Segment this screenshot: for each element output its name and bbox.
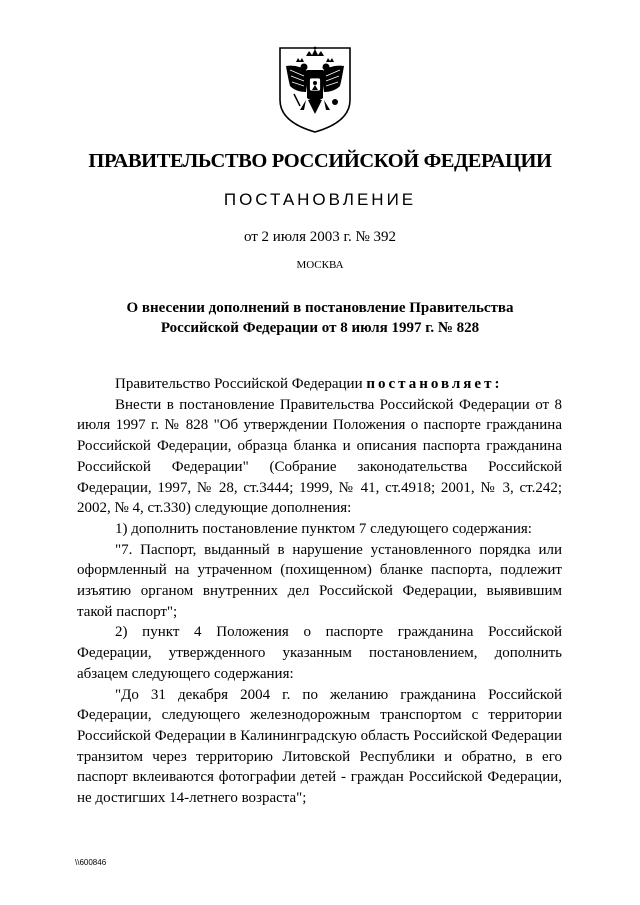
body-paragraph: "До 31 декабря 2004 г. по желанию гражданина Российской Федерации, следующего железнодорожным транспортом с территории Российской Федерации в Калининградскую область Российской Федерации транзитом через территорию Литовской Республики и обратно, в его паспорт вклеиваются фотографии детей - граждан Российской Федерации, не достигших 14-летнего возраста"; — [77, 686, 562, 807]
body-paragraph: 1) дополнить постановление пунктом 7 следующего содержания: — [115, 520, 532, 537]
body-paragraph: "7. Паспорт, выданный в нарушение установленного порядка или оформленный на утраченном (похищенном) бланке паспорта, подлежит изъятию органом внутренних дел Российской Федерации, выявившим такой паспорт"; — [77, 541, 562, 620]
subject-line-1: О внесении дополнений в постановление Правительства — [126, 300, 514, 316]
intro-paragraph — [77, 374, 562, 395]
decree-title: ПОСТАНОВЛЕНИЕ — [223, 190, 417, 209]
body-paragraph: 2) пункт 4 Положения о паспорте гражданина Российской Федерации, утвержденного указанным постановлением, дополнить абзацем следующего содержания: — [77, 624, 562, 682]
decree-body — [77, 374, 562, 809]
body-paragraph: Внести в постановление Правительства Российской Федерации от 8 июля 1997 г. № 828 "Об утверждении Положения о паспорте гражданина Российской Федерации, образца бланка и описания паспорта гражданина Российской Федерации" (Собрание законодательства Российской Федерации, 1997, № 28, ст.3444; 1999, № 41, ст.4918; 2001, № 3, ст.242; 2002, № 4, ст.330) следующие дополнения: — [77, 396, 562, 517]
decree-city: МОСКВА — [296, 259, 344, 271]
intro-text: Правительство Российской Федерации — [115, 376, 367, 392]
document-code: \\600846 — [75, 858, 107, 867]
subject-line-2: Российской Федерации от 8 июля 1997 г. № 828 — [160, 320, 480, 336]
coat-of-arms-icon — [276, 42, 354, 134]
intro-keyword: постановляет: — [366, 376, 503, 392]
government-title: ПРАВИТЕЛЬСТВО РОССИЙСКОЙ ФЕДЕРАЦИИ — [88, 150, 552, 172]
decree-subject — [0, 298, 640, 338]
decree-date-number: от 2 июля 2003 г. № 392 — [243, 229, 397, 245]
